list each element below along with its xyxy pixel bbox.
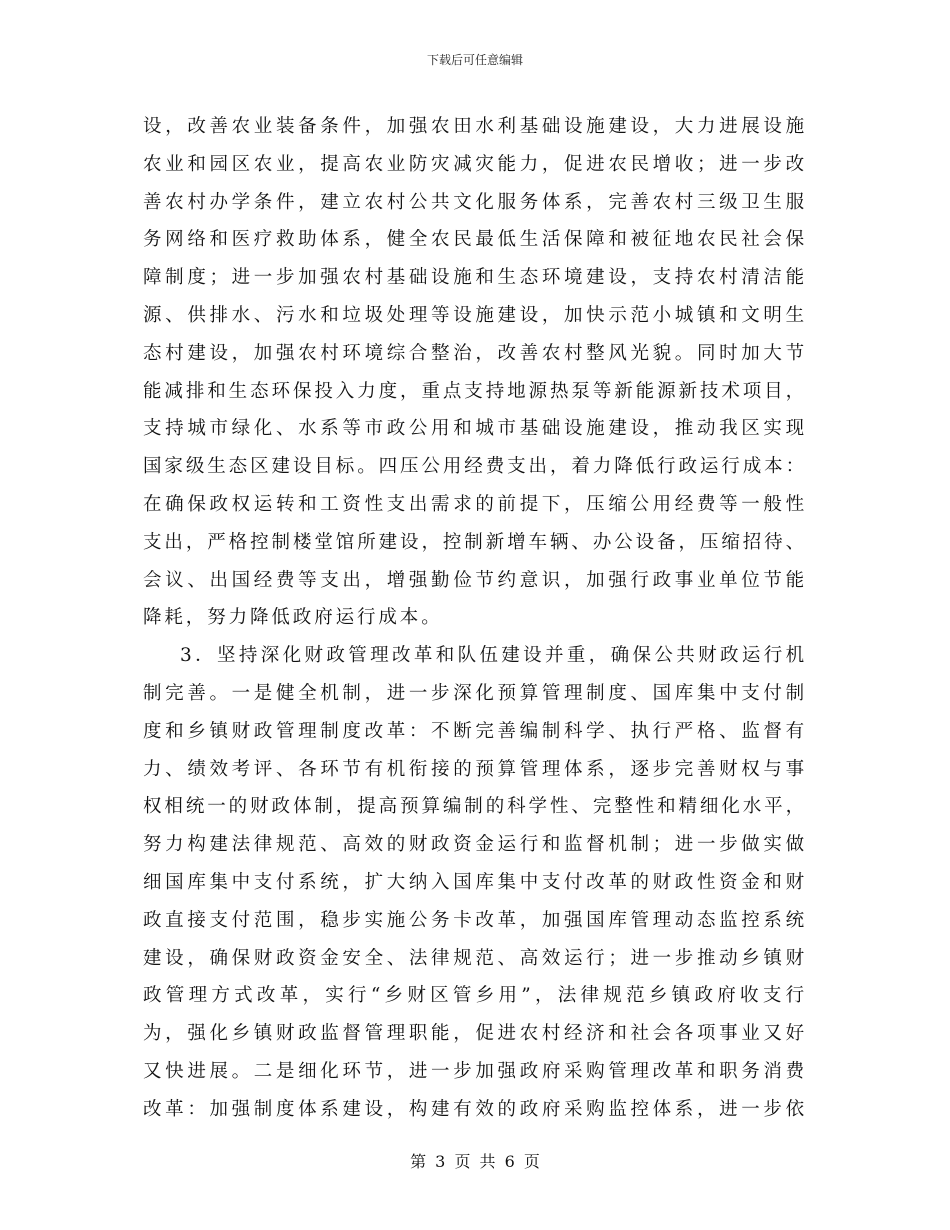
body-line: 政直接支付范围，稳步实施公务卡改革，加强国库管理动态监控系统 <box>143 909 807 931</box>
body-line: 改革：加强制度体系建设，构建有效的政府采购监控体系，进一步依 <box>143 1098 807 1120</box>
body-line: 障制度；进一步加强农村基础设施和生态环境建设，支持农村清洁能 <box>143 267 807 289</box>
page-header: 下载后可任意编辑 <box>426 53 523 67</box>
body-line: 力、绩效考评、各环节有机衔接的预算管理体系，逐步完善财权与事 <box>143 758 807 780</box>
body-line: 源、供排水、污水和垃圾处理等设施建设，加快示范小城镇和文明生 <box>143 304 807 326</box>
body-line: 在确保政权运转和工资性支出需求的前提下，压缩公用经费等一般性 <box>143 493 807 515</box>
body-line: 态村建设，加强农村环境综合整治，改善农村整风光貌。同时加大节 <box>143 342 807 364</box>
body-line: 设，改善农业装备条件，加强农田水利基础设施建设，大力进展设施 <box>143 116 807 137</box>
body-line: 农业和园区农业，提高农业防灾减灾能力，促进农民增收；进一步改 <box>143 153 807 175</box>
body-line: 为，强化乡镇财政监督管理职能，促进农村经济和社会各项事业又好 <box>143 1023 807 1045</box>
body-line: 又快进展。二是细化环节，进一步加强政府采购管理改革和职务消费 <box>143 1060 807 1082</box>
document-body <box>143 108 807 1129</box>
body-line: 度和乡镇财政管理制度改革：不断完善编制科学、执行严格、监督有 <box>143 720 807 742</box>
section-heading-line: 3．坚持深化财政管理改革和队伍建设并重，确保公共财政运行机 <box>180 645 807 667</box>
body-line: 制完善。一是健全机制，进一步深化预算管理制度、国库集中支付制 <box>143 682 807 704</box>
body-line: 支持城市绿化、水系等市政公用和城市基础设施建设，推动我区实现 <box>143 418 807 440</box>
body-line: 建设，确保财政资金安全、法律规范、高效运行；进一步推动乡镇财 <box>143 947 807 969</box>
body-line: 降耗，努力降低政府运行成本。 <box>143 607 443 629</box>
page-number: 第 3 页 共 6 页 <box>410 1152 540 1171</box>
body-line: 能减排和生态环保投入力度，重点支持地源热泵等新能源新技术项目， <box>143 380 807 402</box>
body-line: 努力构建法律规范、高效的财政资金运行和监督机制；进一步做实做 <box>143 834 807 856</box>
body-line: 细国库集中支付系统，扩大纳入国库集中支付改革的财政性资金和财 <box>143 871 807 893</box>
body-line: 务网络和医疗救助体系，健全农民最低生活保障和被征地农民社会保 <box>143 229 807 251</box>
body-line: 善农村办学条件，建立农村公共文化服务体系，完善农村三级卫生服 <box>143 191 807 213</box>
body-line: 会议、出国经费等支出，增强勤俭节约意识，加强行政事业单位节能 <box>143 569 807 591</box>
body-line: 权相统一的财政体制，提高预算编制的科学性、完整性和精细化水平， <box>143 796 807 818</box>
body-line: 国家级生态区建设目标。四压公用经费支出，着力降低行政运行成本： <box>143 456 807 478</box>
body-line: 政管理方式改革，实行“乡财区管乡用”，法律规范乡镇政府收支行 <box>143 985 807 1007</box>
body-line: 支出，严格控制楼堂馆所建设，控制新增车辆、办公设备，压缩招待、 <box>143 531 807 553</box>
